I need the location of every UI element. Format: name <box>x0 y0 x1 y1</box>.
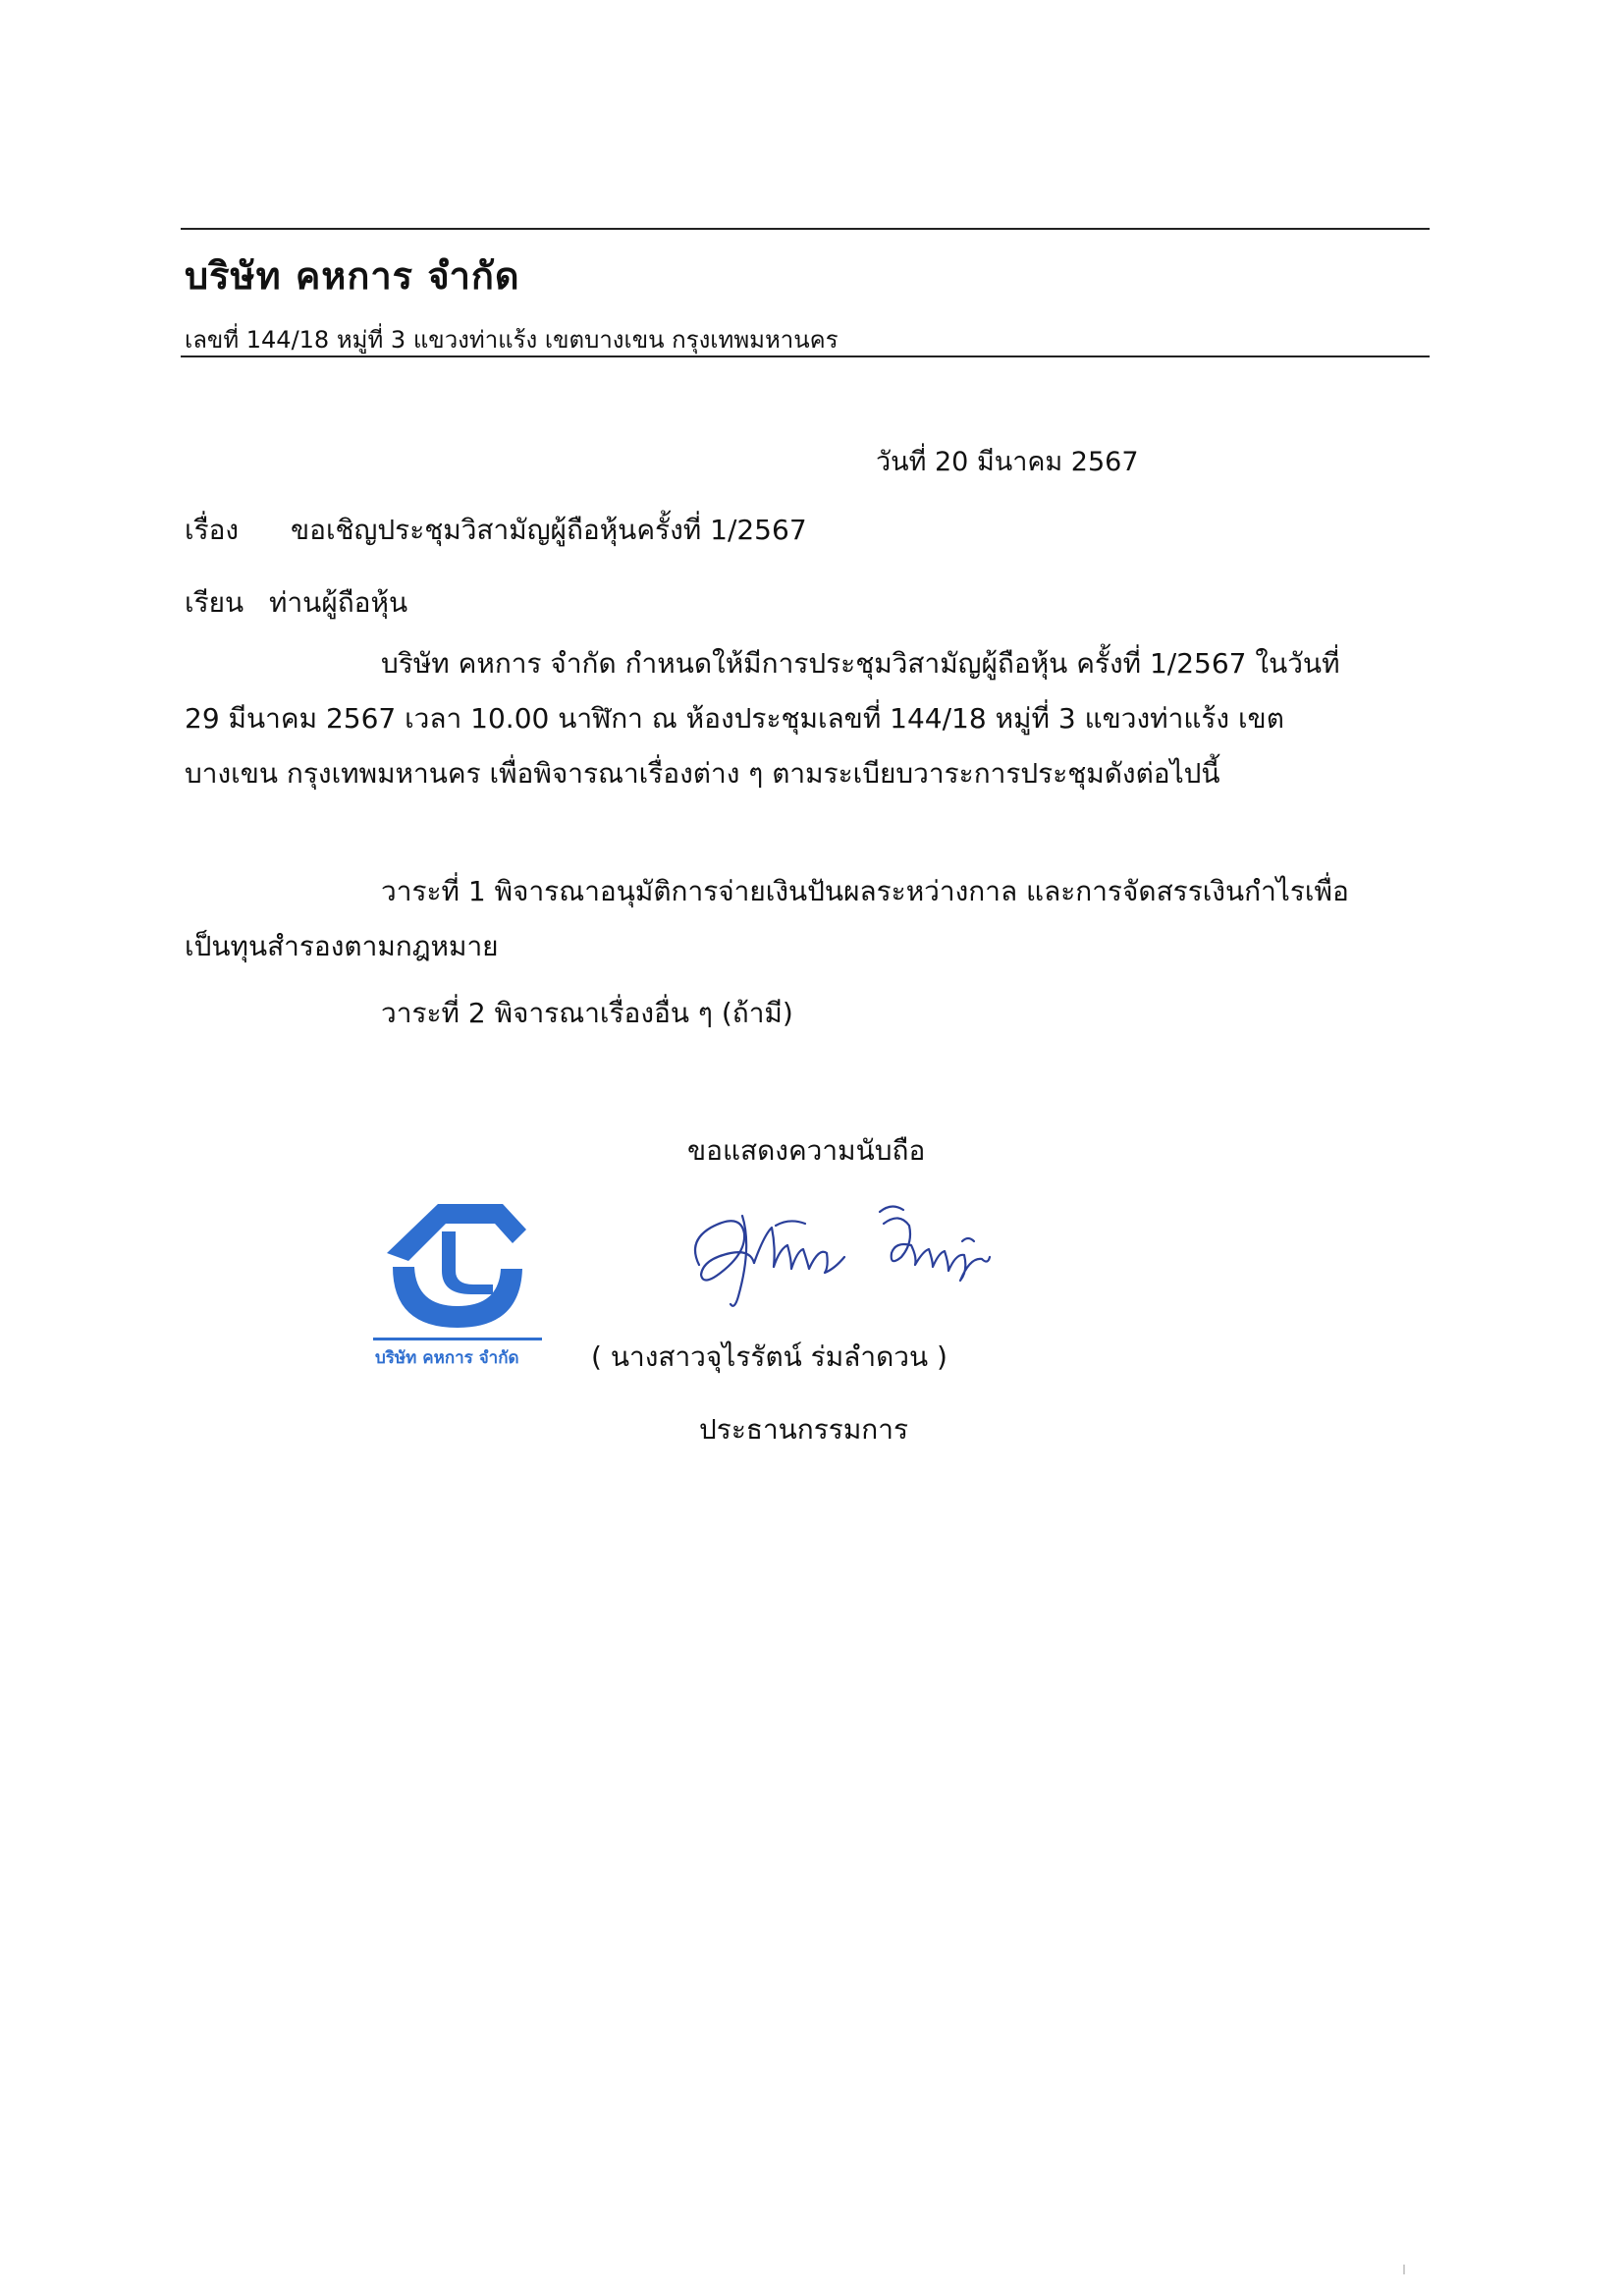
subject-value: ขอเชิญประชุมวิสามัญผู้ถือหุ้นครั้งที่ 1/2567 <box>291 514 807 546</box>
agenda-item-1 <box>185 864 1424 974</box>
company-seal-icon <box>365 1190 550 1367</box>
body-line: 29 มีนาคม 2567 เวลา 10.00 นาฬิกา ณ ห้องประชุมเลขที่ 144/18 หมู่ที่ 3 แขวงท่าแร้ง เขต <box>185 702 1284 735</box>
letterhead-top-rule <box>181 228 1430 230</box>
subject-label: เรื่อง <box>185 514 240 546</box>
scan-speck-icon <box>1402 2265 1406 2274</box>
agenda-line: เป็นทุนสำรองตามกฎหมาย <box>185 930 499 962</box>
recipient-label: เรียน <box>185 586 244 619</box>
signer-title: ประธานกรรมการ <box>699 1413 909 1446</box>
company-name: บริษัท คหการ จำกัด <box>185 254 520 298</box>
body-paragraph <box>185 636 1424 801</box>
agenda-line: วาระที่ 1 พิจารณาอนุมัติการจ่ายเงินปันผลระหว่างกาล และการจัดสรรเงินกำไรเพื่อ <box>381 875 1349 907</box>
company-address: เลขที่ 144/18 หมู่ที่ 3 แขวงท่าแร้ง เขตบางเขน กรุงเทพมหานคร <box>185 326 839 354</box>
signature-icon <box>681 1188 1005 1316</box>
signer-name: ( นางสาวจุไรรัตน์ ร่มลำดวน ) <box>591 1340 947 1373</box>
svg-text:บริษัท คหการ จำกัด: บริษัท คหการ จำกัด <box>375 1348 519 1367</box>
letterhead-bottom-rule <box>181 355 1430 357</box>
body-line: บริษัท คหการ จำกัด กำหนดให้มีการประชุมวิสามัญผู้ถือหุ้น ครั้งที่ 1/2567 ในวันที่ <box>381 647 1340 680</box>
agenda-item-2 <box>185 986 1424 1041</box>
agenda-line: วาระที่ 2 พิจารณาเรื่องอื่น ๆ (ถ้ามี) <box>381 997 793 1029</box>
closing-text: ขอแสดงความนับถือ <box>687 1134 926 1167</box>
letter-date: วันที่ 20 มีนาคม 2567 <box>876 447 1139 477</box>
body-line: บางเขน กรุงเทพมหานคร เพื่อพิจารณาเรื่องต่าง ๆ ตามระเบียบวาระการประชุมดังต่อไปนี้ <box>185 757 1220 790</box>
recipient-value: ท่านผู้ถือหุ้น <box>269 586 408 619</box>
